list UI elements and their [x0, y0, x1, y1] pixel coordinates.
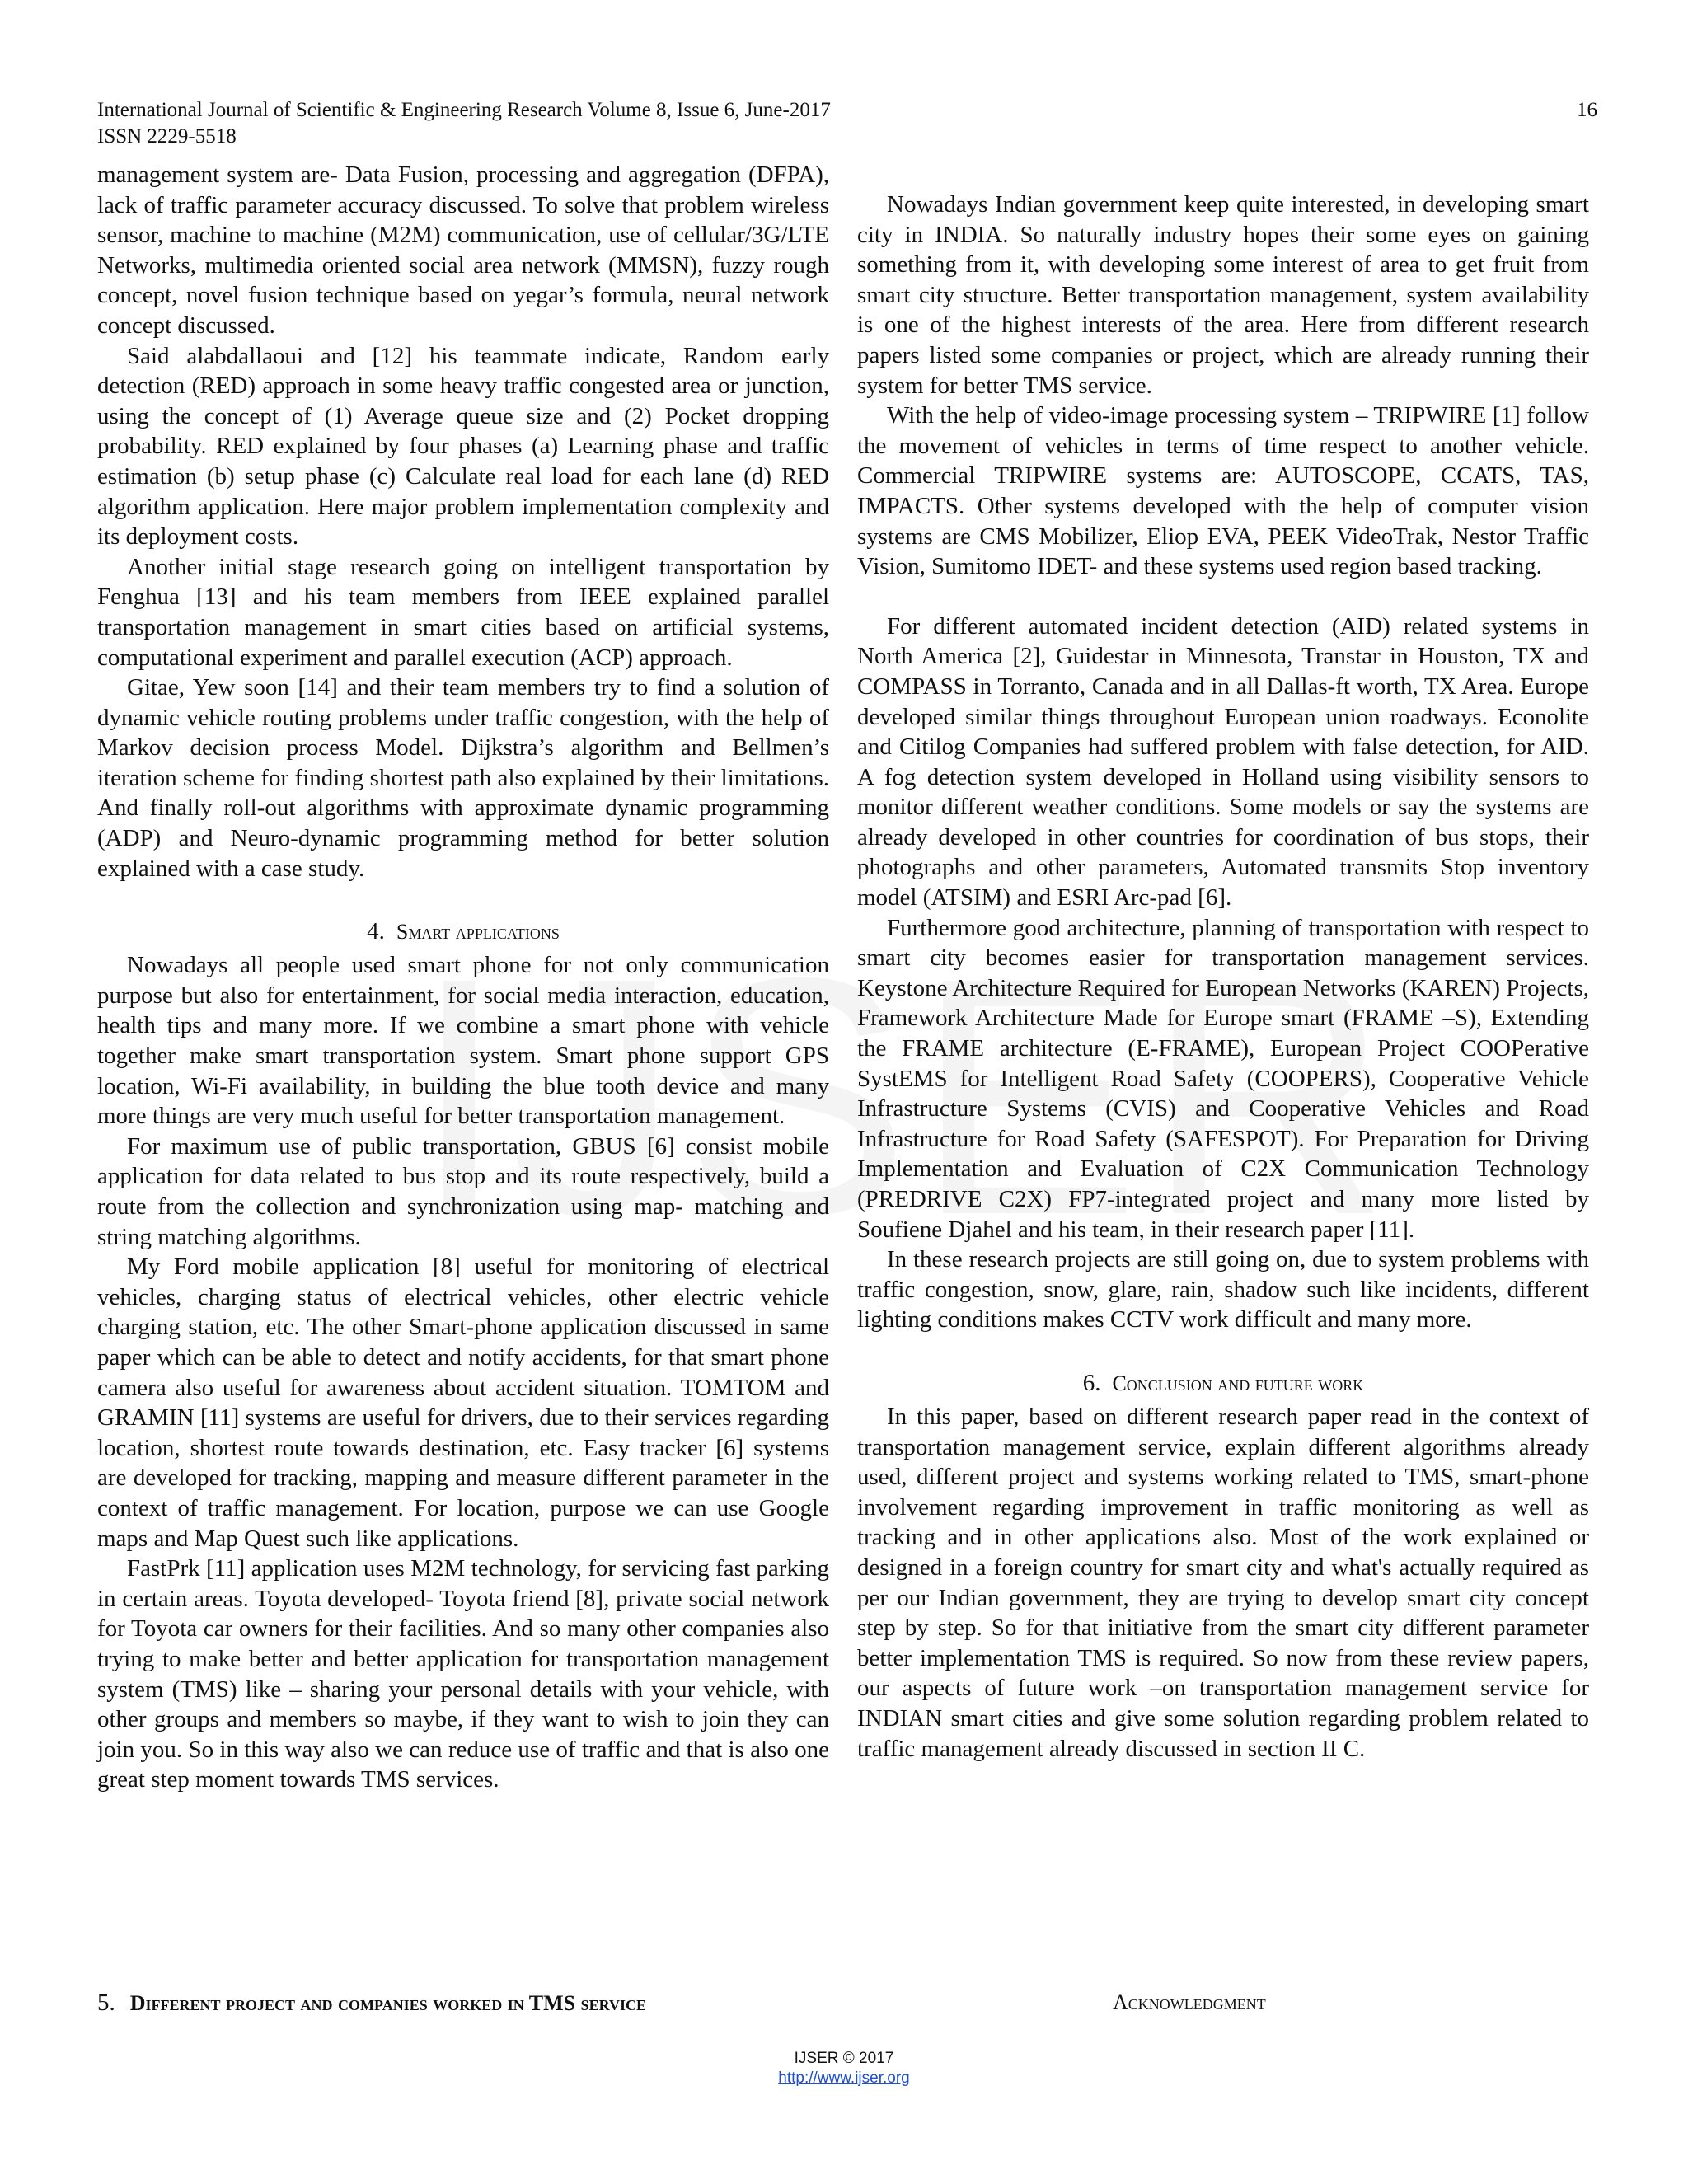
- right-column: [857, 160, 1589, 1764]
- paragraph: Nowadays Indian government keep quite interested, in developing smart city in INDIA. So naturally industry hopes their some eyes on gaining something from it, with developing some interest of area to get fruit from smart city structure. Better transportation management, system availability is one of the highest interests of the area. Here from different research papers listed some companies or project, which are already running their system for better TMS service.: [857, 191, 1589, 399]
- paragraph: Nowadays all people used smart phone for not only communication purpose but also for entertainment, for social media interaction, education, health tips and many more. If we combine a smart phone with vehicle together make smart transportation system. Smart phone support GPS location, Wi-Fi availability, in building the blue tooth device and many more things are very much useful for better transportation management.: [97, 952, 829, 1130]
- paragraph: My Ford mobile application [8] useful for monitoring of electrical vehicles, charging status of electrical vehicles, other electric vehicle charging station, etc. The other Smart-phone application discussed in same paper which can be able to detect and notify accidents, for that smart phone camera also useful for awareness about accident situation. TOMTOM and GRAMIN [11] systems are useful for drivers, due to their services regarding location, shortest route towards destination, etc. Easy tracker [6] systems are developed for tracking, mapping and measure different parameter in the context of traffic management. For location, purpose we can use Google maps and Map Quest such like applications.: [97, 1254, 829, 1552]
- page-number: 16: [1577, 99, 1597, 121]
- acknowledgment-heading: Acknowledgment: [1113, 1990, 1266, 2014]
- section-number: 4.: [367, 918, 385, 945]
- journal-link[interactable]: http://www.ijser.org: [778, 2069, 910, 2087]
- paragraph: Gitae, Yew soon [14] and their team members try to find a solution of dynamic vehicle routing problems under traffic congestion, with the help of Markov decision process Model. Dijkstra’s algorithm and Bellmen’s iteration scheme for finding shortest path also explained by their limitations. And finally roll-out algorithms with approximate dynamic programming (ADP) and Neuro-dynamic programming method for better solution explained with a case study.: [97, 674, 829, 882]
- section-heading-5: [97, 1988, 646, 2018]
- paragraph: With the help of video-image processing system – TRIPWIRE [1] follow the movement of vehicles in terms of time respect to another vehicle. Commercial TRIPWIRE systems are: AUTOSCOPE, CCATS, TAS, IMPACTS. Other systems developed with the help of computer vision systems are CMS Mobilizer, Eliop EVA, PEEK VideoTrak, Nestor Traffic Vision, Sumitomo IDET- and these systems used region based tracking.: [857, 402, 1589, 580]
- page-footer: [0, 2049, 1688, 2088]
- paragraph: FastPrk [11] application uses M2M technology, for servicing fast parking in certain areas. Toyota developed- Toyota friend [8], private social network for Toyota car owners for their facilities. And so many other companies also trying to make better and better application for transportation management system (TMS) like – sharing your personal details with your vehicle, with other groups and members so maybe, if they want to wish to join they can join you. So in this way also we can reduce use of traffic and that is also one great step moment towards TMS services.: [97, 1555, 829, 1793]
- paragraph: Another initial stage research going on intelligent transportation by Fenghua [13] and his team members from IEEE explained parallel transportation management in smart cities based on artificial systems, computational experiment and parallel execution (ACP) approach.: [97, 553, 829, 671]
- paragraph: management system are- Data Fusion, processing and aggregation (DFPA), lack of traffic parameter accuracy discussed. To solve that problem wireless sensor, machine to machine (M2M) communication, use of cellular/3G/LTE Networks, multimedia oriented social area network (MMSN), fuzzy rough concept, novel fusion technique based on yegar’s formula, neural network concept discussed.: [97, 162, 829, 339]
- left-column: [97, 160, 829, 1795]
- issn: ISSN 2229-5518: [97, 125, 237, 148]
- paragraph: For different automated incident detection (AID) related systems in North America [2], Guidestar in Minnesota, Transtar in Houston, TX and COMPASS in Torranto, Canada and in all Dallas-ft worth, TX Area. Europe developed similar things throughout European union roadways. Econolite and Citilog Companies had suffered problem with false detection, for AID. A fog detection system developed in Holland using visibility sensors to monitor different weather conditions. Some models or say the systems are already developed in other countries for coordination of bus stops, their photographs and other parameters, Automated transmits Stop inventory model (ATSIM) and ESRI Arc-pad [6].: [857, 612, 1589, 912]
- paragraph: Furthermore good architecture, planning of transportation with respect to smart city becomes easier for transportation management services. Keystone Architecture Required for European Networks (KAREN) Projects, Framework Architecture Made for Europe smart (FRAME –S), Extending the FRAME architecture (E-FRAME), European Project COOPerative SystEMS for Intelligent Road Safety (COOPERS), Cooperative Vehicle Infrastructure Systems (CVIS) and Cooperative Vehicles and Road Infrastructure for Road Safety (SAFESPOT). For Preparation for Driving Implementation and Evaluation of C2X Communication Technology (PREDRIVE C2X) FP7-integrated project and many more listed by Soufiene Djahel and his team, in their research paper [11].: [857, 914, 1589, 1243]
- section-title: Different project and companies worked in TMS service: [129, 1991, 646, 2015]
- paragraph: In this paper, based on different research paper read in the context of transportation management service, explain different algorithms already used, different project and systems working related to TMS, smart-phone involvement regarding improvement in traffic monitoring as well as tracking and in other applications also. Most of the work explained or designed in a foreign country for smart city and what's actually required as per our Indian government, they are trying to develop smart city concept step by step. So for that initiative from the smart city different parameter better implementation TMS is required. So now from these review papers, our aspects of future work –on transportation management service for INDIAN smart cities and give some solution regarding problem related to traffic management already discussed in section II C.: [857, 1403, 1589, 1762]
- section-heading-4: [97, 916, 829, 947]
- section-title: Conclusion and future work: [1112, 1371, 1364, 1395]
- section-number: 6.: [1082, 1369, 1101, 1396]
- section-number: 5.: [97, 1990, 115, 2016]
- paragraph: For maximum use of public transportation, GBUS [6] consist mobile application for data related to bus stop and its route respectively, build a route from the collection and synchronization using map- matching and string matching algorithms.: [97, 1132, 829, 1250]
- page-header: [97, 97, 1597, 150]
- journal-title: International Journal of Scientific & Engineering Research Volume 8, Issue 6, June-2017: [97, 99, 831, 121]
- copyright: IJSER © 2017: [794, 2050, 894, 2067]
- section-title: Smart applications: [396, 920, 560, 944]
- bottom-headings: [97, 1988, 1597, 2021]
- paragraph: In these research projects are still going on, due to system problems with traffic congestion, snow, glare, rain, shadow such like incidents, different lighting conditions makes CCTV work difficult and many more.: [857, 1246, 1589, 1333]
- paragraph: Said alabdallaoui and [12] his teammate indicate, Random early detection (RED) approach in some heavy traffic congested area or junction, using the concept of (1) Average queue size and (2) Pocket dropping probability. RED explained by four phases (a) Learning phase and traffic estimation (b) setup phase (c) Calculate real load for each lane (d) RED algorithm application. Here major problem implementation complexity and its deployment costs.: [97, 342, 829, 551]
- section-heading-6: [857, 1368, 1589, 1399]
